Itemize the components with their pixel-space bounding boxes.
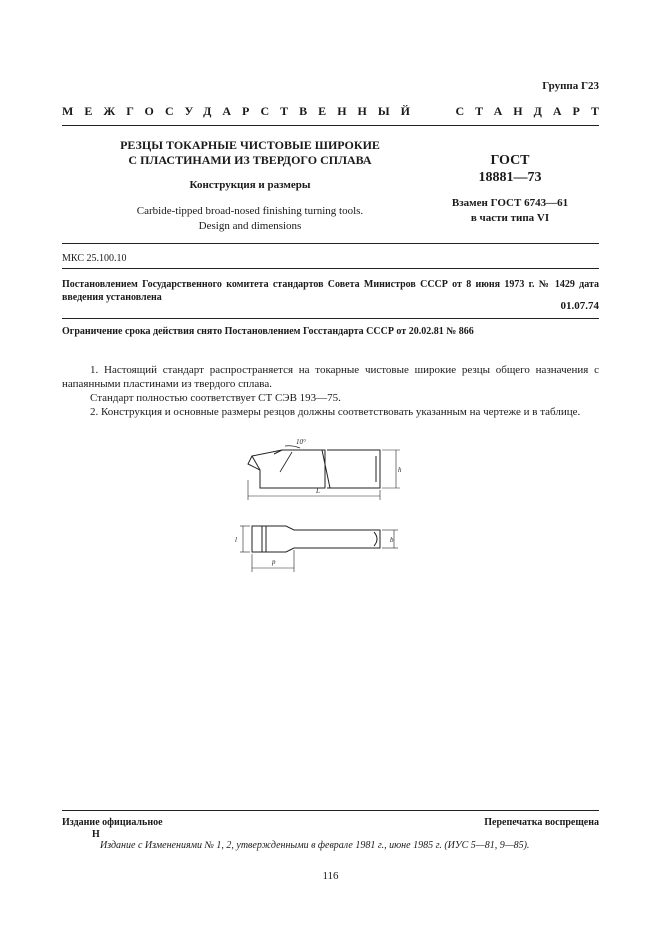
- cutter-drawing: [230, 436, 410, 576]
- title-line-2: С ПЛАСТИНАМИ ИЗ ТВЕРДОГО СПЛАВА: [128, 153, 372, 167]
- decree-rule: [62, 318, 599, 319]
- dim-b-label: b: [390, 536, 394, 544]
- banner-right: СТАНДАРТ: [455, 104, 610, 118]
- dim-L-label: L: [316, 487, 320, 495]
- mks-code: МКС 25.100.10: [62, 253, 127, 264]
- english-title-line-1: Carbide-tipped broad-nosed finishing turning tools.: [136, 205, 364, 217]
- top-rule: [62, 125, 599, 126]
- title-line-1: РЕЗЦЫ ТОКАРНЫЕ ЧИСТОВЫЕ ШИРОКИЕ: [120, 138, 380, 152]
- official-edition: Издание официальное: [62, 817, 163, 828]
- english-title: [100, 204, 400, 234]
- dim-l-label: l: [235, 536, 237, 544]
- gost-designation: [440, 152, 580, 186]
- header-bottom-rule: [62, 243, 599, 244]
- paragraph-1: 1. Настоящий стандарт распространяется на токарные чистовые широкие резцы общего назначения с напаянными пластинами из твердого сплава.: [62, 364, 599, 390]
- group-label: Группа Г23: [542, 80, 599, 92]
- banner-left: МЕЖГОСУДАРСТВЕННЫЙ: [62, 104, 421, 118]
- standard-banner: [62, 104, 610, 119]
- replacement-line-1: Взамен ГОСТ 6743—61: [451, 197, 569, 209]
- reprint-notice: Перепечатка воспрещена: [484, 817, 599, 828]
- dim-p-label: p: [272, 558, 276, 566]
- edition-note: Издание с Изменениями № 1, 2, утвержденными в феврале 1981 г., июне 1985 г. (ИУС 5—81, 9—85).: [100, 840, 530, 851]
- cutter-shank-side: [327, 450, 380, 488]
- gost-number: 18881—73: [478, 170, 542, 185]
- replacement-note: [440, 196, 580, 226]
- decree-text: Постановлением Государственного комитета стандартов Совета Министров СССР от 8 июня 1973 г. № 1429 дата введения установлена: [62, 279, 599, 303]
- cutter-top-view: [252, 526, 380, 552]
- dim-h-label: h: [398, 466, 402, 474]
- paragraph-3: 2. Конструкция и основные размеры резцов должны соответствовать указанным на чертеже и в таблице.: [90, 406, 581, 418]
- replacement-line-2: в части типа VI: [470, 212, 550, 224]
- paragraph-2: Стандарт полностью соответствует СТ СЭВ 193—75.: [90, 392, 341, 404]
- mks-rule: [62, 268, 599, 269]
- edition-letter: Н: [92, 829, 100, 840]
- page-number: 116: [322, 870, 339, 882]
- angle-label: 10°: [296, 438, 306, 446]
- document-subtitle: Конструкция и размеры: [189, 179, 311, 191]
- footer-rule: [62, 810, 599, 811]
- effective-date: 01.07.74: [560, 300, 599, 312]
- limitation-note: Ограничение срока действия снято Постановлением Госстандарта СССР от 20.02.81 № 866: [62, 326, 474, 337]
- gost-label: ГОСТ: [490, 153, 530, 168]
- english-title-line-2: Design and dimensions: [198, 220, 302, 232]
- document-title: [100, 138, 400, 168]
